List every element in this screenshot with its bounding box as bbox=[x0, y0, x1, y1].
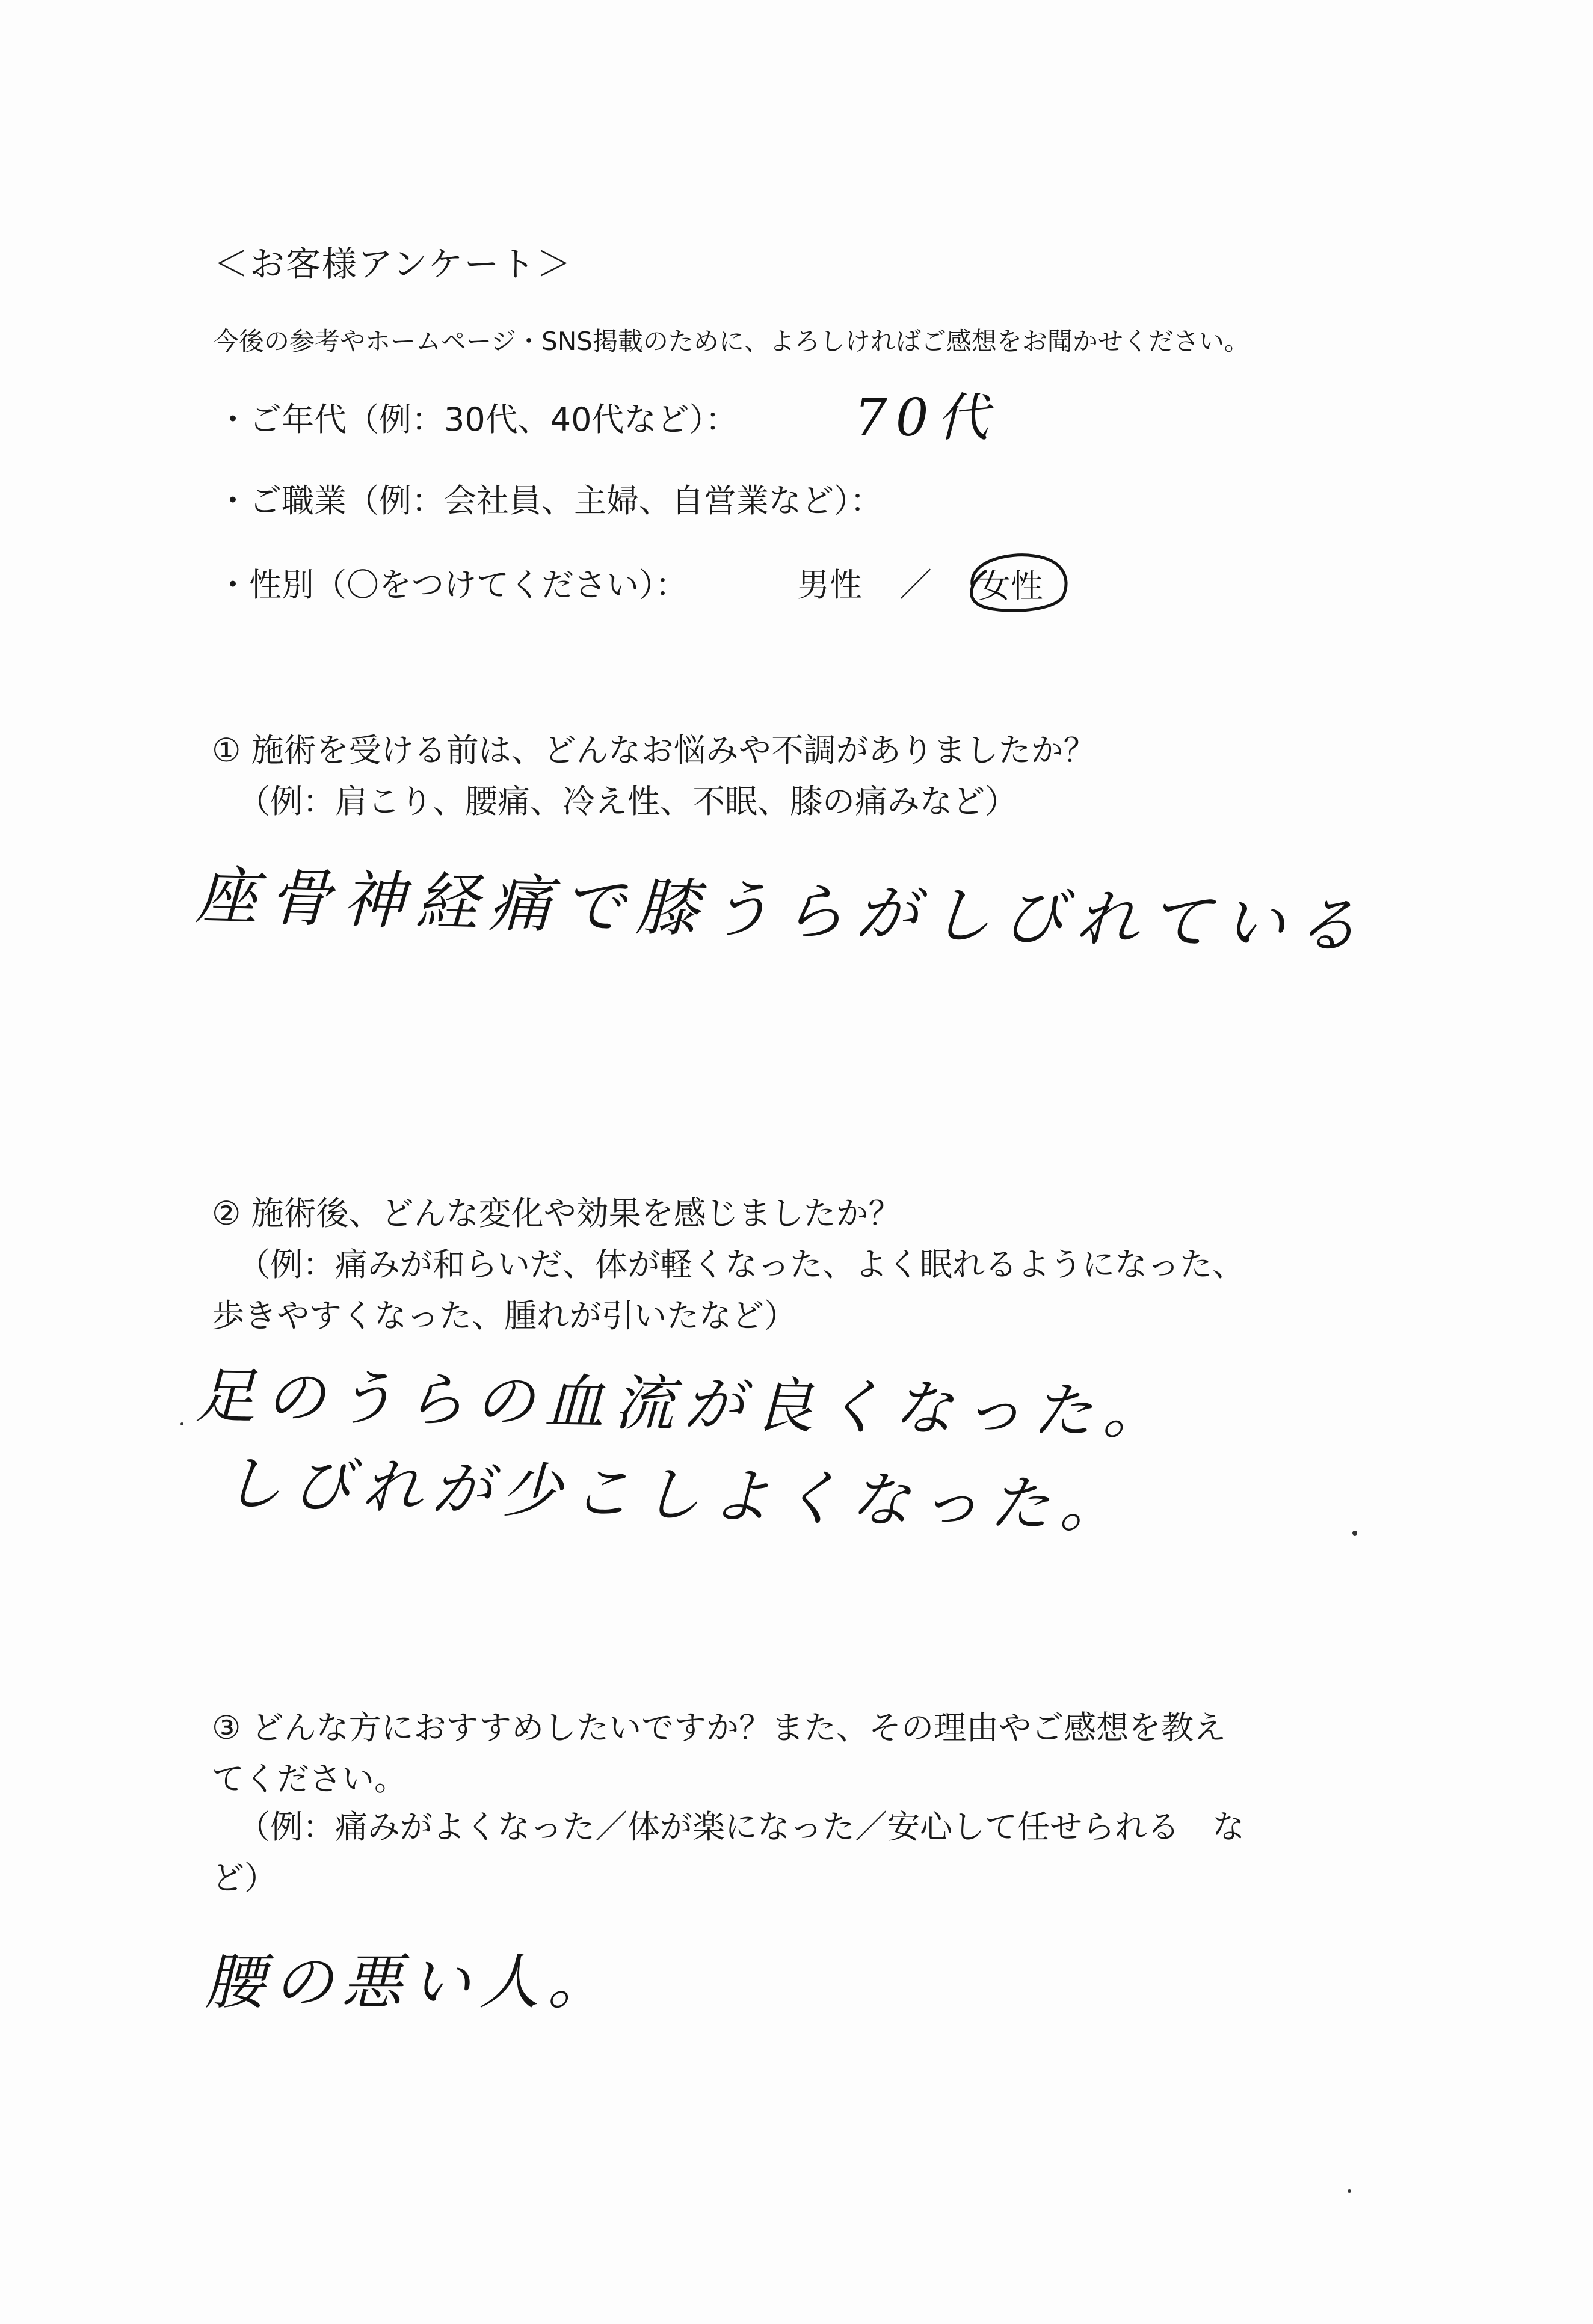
ink-speck bbox=[1348, 2189, 1351, 2193]
question-1: ① 施術を受ける前は、どんなお悩みや不調がありましたか？ bbox=[212, 731, 1096, 769]
question-3-example-line2: ど） bbox=[212, 1859, 277, 1897]
job-label: ・ご職業（例：会社員、主婦、自営業など）： bbox=[217, 482, 883, 520]
answer-2-line2: しびれが少こしよくなった。 bbox=[221, 1448, 1130, 1542]
ink-speck bbox=[180, 1422, 183, 1425]
answer-1: 座骨神経痛で膝うらがしびれている bbox=[194, 859, 1370, 964]
question-2-example-line1: （例：痛みが和らいだ、体が軽くなった、よく眠れるようになった、 bbox=[238, 1246, 1245, 1283]
age-label: ・ご年代（例：30代、40代など）： bbox=[217, 401, 738, 438]
question-2: ② 施術後、どんな変化や効果を感じましたか？ bbox=[212, 1194, 901, 1232]
answer-2-line1: 足のうらの血流が良くなった。 bbox=[194, 1360, 1173, 1448]
survey-title: ＜お客様アンケート＞ bbox=[214, 244, 573, 284]
gender-label: ・性別（〇をつけてください）： bbox=[217, 566, 688, 604]
question-3-example-line1: （例：痛みがよくなった／体が楽になった／安心して任せられる な bbox=[238, 1808, 1245, 1846]
ink-speck bbox=[1352, 1531, 1357, 1536]
gender-separator: ／ bbox=[899, 566, 932, 604]
survey-intro: 今後の参考やホームページ・SNS掲載のために、よろしければご感想をお聞かせください。 bbox=[214, 327, 1249, 356]
question-3-line2: てください。 bbox=[212, 1760, 407, 1798]
gender-female-label: 女性 bbox=[978, 567, 1043, 605]
gender-option-male: 男性 bbox=[797, 566, 862, 604]
question-1-example: （例：肩こり、腰痛、冷え性、不眠、膝の痛みなど） bbox=[238, 782, 1017, 820]
gender-option-female-circled bbox=[969, 553, 1065, 613]
answer-3: 腰の悪い人。 bbox=[205, 1947, 616, 2017]
question-2-example-line2: 歩きやすくなった、腫れが引いたなど） bbox=[212, 1297, 796, 1335]
question-3-line1: ③ どんな方におすすめしたいですか？また、その理由やご感想を教え bbox=[212, 1709, 1227, 1747]
age-answer: 70代 bbox=[854, 388, 997, 448]
